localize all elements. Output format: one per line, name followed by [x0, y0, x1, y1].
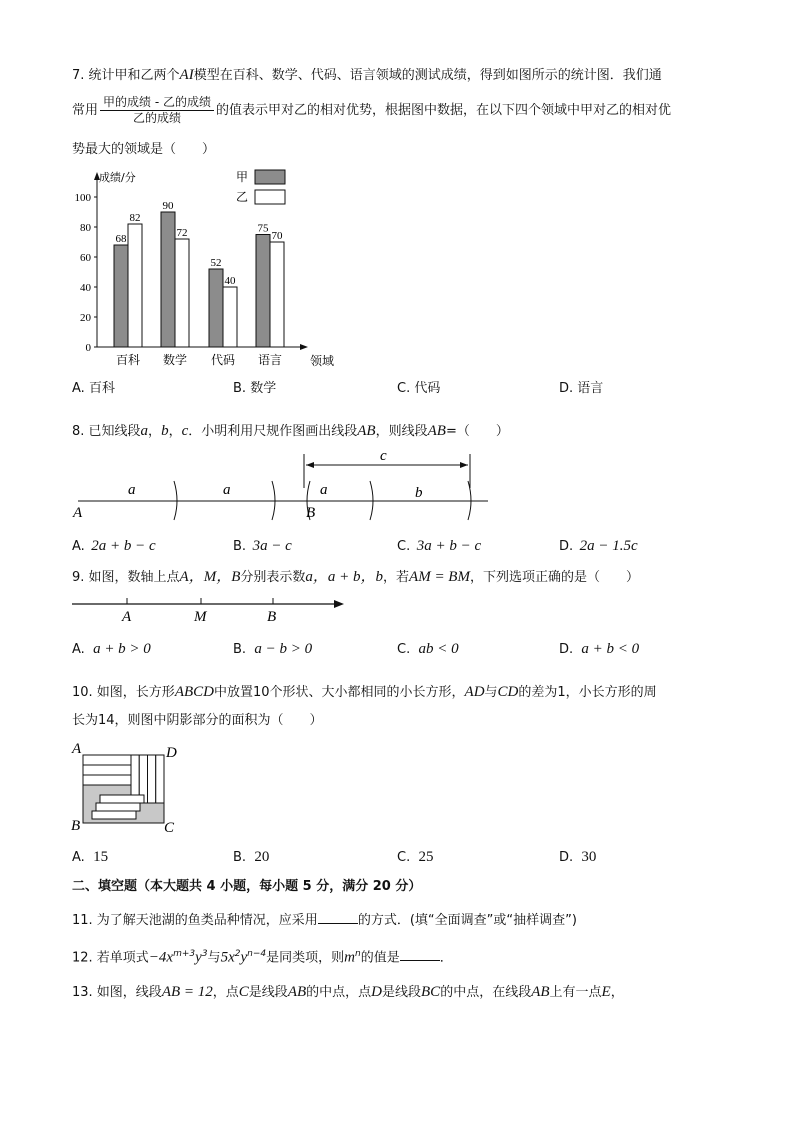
bar-yi [128, 224, 142, 347]
q7-line1: 7. 统计甲和乙两个AI模型在百科、数学、代码、语言领域的测试成绩，得到如图所示的统计图．我们通 [72, 67, 662, 83]
q10-small-rect-h2 [83, 765, 131, 775]
q10-line2: 长为14，则图中阴影部分的面积为（ ） [72, 713, 323, 728]
section-2-heading: 二、填空题（本大题共 4 小题，每小题 5 分，满分 20 分） [72, 879, 422, 894]
legend-swatch [255, 190, 285, 204]
q8-label-b: b [415, 485, 423, 501]
y-tick-label: 20 [80, 312, 91, 324]
q10-label-B: B [71, 818, 81, 834]
bar-yi [175, 239, 189, 347]
bar-yi [223, 287, 237, 347]
q9-option-c[interactable]: C. ab < 0 [397, 641, 459, 657]
bar-value-label: 40 [224, 275, 236, 287]
y-tick-label: 0 [85, 342, 91, 354]
q9-stem: 9. 如图，数轴上点A，M，B分别表示数a，a + b，b，若AM = BM，下列选项正确的是（ ） [72, 569, 639, 585]
q9-number-line [70, 592, 360, 628]
q8-option-a[interactable]: A. 2a + b − c [72, 538, 156, 554]
q10-label-C: C [164, 820, 175, 836]
bar-value-label: 68 [115, 233, 127, 245]
bar-jia [114, 245, 128, 347]
q9-label-M: M [194, 609, 207, 625]
category-label: 百科 [115, 353, 141, 367]
q9-option-d[interactable]: D. a + b < 0 [559, 641, 640, 657]
q10-label-A: A [72, 741, 82, 757]
bar-yi [270, 242, 284, 347]
q11-answer-blank[interactable] [318, 910, 358, 924]
q10-option-b[interactable]: B. 20 [233, 849, 270, 865]
q10-label-D: D [166, 745, 177, 761]
q10-small-rect-b3 [92, 811, 136, 819]
q12-answer-blank[interactable] [400, 947, 440, 961]
q7-line3: 势最大的领域是（ ） [72, 142, 216, 157]
q8-label-B: B [306, 505, 316, 521]
q8-stem: 8. 已知线段a，b，c．小明利用尺规作图画出线段AB，则线段AB=（ ） [72, 423, 509, 439]
q10-line1: 10. 如图，长方形ABCD中放置10个形状、大小都相同的小长方形，AD与CD的差为1，小长方形的周 [72, 684, 657, 700]
q10-option-d[interactable]: D. 30 [559, 849, 597, 865]
q10-small-rect-b2 [96, 803, 140, 811]
q13-stem: 13. 如图，线段AB = 12，点C是线段AB的中点，点D是线段BC的中点，在线段AB上有一点E， [72, 984, 624, 1000]
q8-option-d[interactable]: D. 2a − 1.5c [559, 538, 638, 554]
q9-option-a[interactable]: A. a + b > 0 [72, 641, 151, 657]
bar-jia [256, 235, 270, 348]
y-axis-label: 成绩/分 [99, 171, 136, 184]
q12-stem: 12. 若单项式$-4x^{m+3}y^3$与$5x^2y^{n-4}$是同类项，则$m^n$的值是 ． [72, 949, 453, 966]
q10-option-c[interactable]: C. 25 [397, 849, 434, 865]
category-label: 代码 [210, 353, 236, 367]
q8-label-a3: a [320, 482, 328, 498]
q10-small-rect-b1 [100, 795, 144, 803]
q7-option-b[interactable]: B. 数学 [233, 381, 277, 396]
q8-c-arrow-head-right [460, 462, 468, 468]
q7-option-c[interactable]: C. 代码 [397, 381, 441, 396]
bar-value-label: 90 [162, 200, 174, 212]
q10-small-rect-h3 [83, 775, 131, 785]
q9-option-b[interactable]: B. a − b > 0 [233, 641, 313, 657]
q8-c-arrow-head-left [306, 462, 314, 468]
y-tick-label: 80 [80, 222, 91, 234]
q10-rectangle-figure [70, 740, 190, 836]
q7-line2: 常用 $\frac{\text{甲的成绩 - 乙的成绩}}{\text{乙的成绩}}$ 的值表示甲对乙的相对优势，根据图中数据，在以下四个领域中甲对乙的相对优 [72, 95, 671, 125]
q10-small-rect-v4 [156, 755, 164, 803]
legend-label: 乙 [236, 190, 249, 204]
bar-value-label: 52 [210, 257, 222, 269]
q10-small-rect-h1 [83, 755, 131, 765]
q9-axis-arrow [334, 600, 344, 608]
bar-value-label: 75 [257, 222, 269, 235]
legend-swatch [255, 170, 285, 184]
q9-label-B: B [267, 609, 277, 625]
y-tick-label: 60 [80, 252, 91, 264]
bar-jia [161, 212, 175, 347]
legend-label: 甲 [236, 170, 249, 184]
q8-label-A: A [73, 505, 83, 521]
q7-option-a[interactable]: A. 百科 [72, 381, 115, 396]
q7-option-d[interactable]: D. 语言 [559, 381, 604, 396]
category-label: 数学 [162, 353, 188, 367]
q8-label-a2: a [223, 482, 231, 498]
bar-jia [209, 269, 223, 347]
q8-label-c: c [380, 448, 387, 464]
q10-small-rect-v3 [148, 755, 156, 803]
q8-segment-figure [70, 448, 500, 526]
q9-label-A: A [122, 609, 132, 625]
bar-value-label: 82 [129, 212, 141, 224]
q8-option-b[interactable]: B. 3a − c [233, 538, 292, 554]
bar-value-label: 72 [176, 227, 188, 239]
q7-fraction: $\frac{\text{甲的成绩 - 乙的成绩}}{\text{乙的成绩}}$ [100, 95, 214, 126]
q11-stem: 11. 为了解天池湖的鱼类品种情况，应采用 的方式．(填“全面调查”或“抽样调查”) [72, 910, 577, 930]
q8-label-a1: a [128, 482, 136, 498]
q8-option-c[interactable]: C. 3a + b − c [397, 538, 482, 554]
x-axis-label: 领域 [310, 354, 335, 368]
q7-bar-chart [70, 164, 370, 374]
y-tick-label: 100 [74, 192, 91, 204]
q10-option-a[interactable]: A. 15 [72, 849, 109, 865]
bar-value-label: 70 [271, 230, 283, 242]
y-tick-label: 40 [80, 282, 91, 294]
x-axis-arrow [300, 344, 308, 350]
category-label: 语言 [257, 353, 283, 367]
